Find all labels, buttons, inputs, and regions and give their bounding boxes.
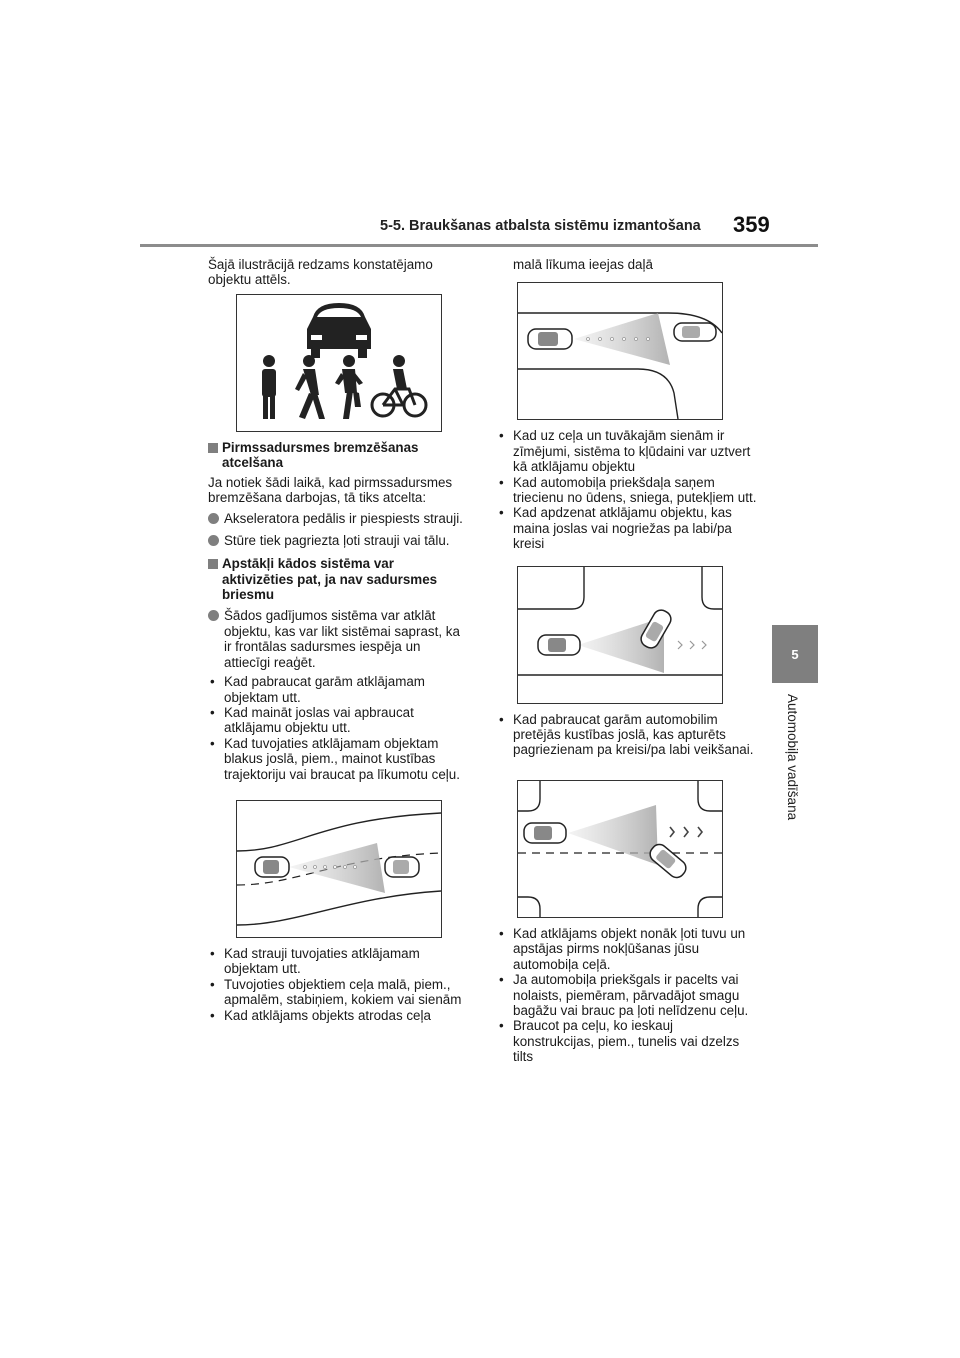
- cancel-conditions-text: Ja notiek šādi laikā, kad pirmssadursmes bremzēšana darbojas, tā tiks atcelta:: [208, 474, 453, 506]
- right-column: [497, 257, 757, 1069]
- curve-entrance-icon: [517, 282, 723, 420]
- intro-text: Šajā ilustrācijā redzams konstatējamo objektu attēls.: [208, 257, 433, 288]
- list-item: • Kad atklājams objekt nonāk ļoti tuvu un apstājas pirms nokļūšanas jūsu automobiļa ceļā.: [497, 926, 757, 972]
- list-item: • Ja automobiļa priekšgals ir pacelts vai nolaists, piemēram, pārvadājot smagu bagāžu vai brauc pa ļoti nelīdzenu ceļu.: [497, 972, 757, 1018]
- condition-steering: Stūre tiek pagriezta ļoti strauji vai tālu.: [208, 533, 468, 548]
- activation-list-a: [208, 674, 468, 782]
- intersection-turn-icon: [517, 566, 723, 704]
- list-item: • Tuvojoties objektiem ceļa malā, piem., apmalēm, stabiņiem, kokiem vai sienām: [208, 977, 468, 1008]
- list-item: • Kad uz ceļa un tuvākajām sienām ir zīmējumi, sistēma to kļūdaini var uztvert kā atklājamu objektu: [497, 428, 757, 474]
- activation-list-b: [208, 946, 468, 1023]
- chapter-title: Automobiļa vadīšana: [785, 694, 800, 821]
- list-item: • Kad maināt joslas vai apbraucat atklājamu objektu utt.: [208, 705, 468, 736]
- oncoming-turn-icon: [517, 780, 723, 918]
- heading-unneeded-activation: Apstākļi kādos sistēma var aktivizēties pat, ja nav sadursmes briesmu: [208, 556, 468, 602]
- list-item: • Kad apdzenat atklājamu objektu, kas maina joslas vai nogriežas pa labi/pa kreisi: [497, 505, 757, 551]
- list-item: • Kad automobiļa priekšdaļa saņem triecienu no ūdens, sniega, putekļiem utt.: [497, 475, 757, 506]
- chapter-tab: 5: [772, 625, 818, 683]
- condition-accelerator: Akseleratora pedālis ir piespiests strauji.: [208, 511, 468, 526]
- continuation-text: malā līkuma ieejas daļā: [513, 257, 653, 272]
- left-column: [208, 257, 468, 1027]
- activation-explanation: Šādos gadījumos sistēma var atklāt objektu, kas var likt sistēmai saprast, ka ir frontālas sadursmes iespēja un attiecīgi reaģēt.: [208, 608, 468, 670]
- detectable-objects-icon: [236, 294, 442, 432]
- list-item: • Kad atklājams objekts atrodas ceļa: [208, 1008, 468, 1023]
- section-title: 5-5. Braukšanas atbalsta sistēmu izmantošana: [380, 218, 701, 234]
- list-item: • Kad tuvojaties atklājamam objektam blakus joslā, piem., mainot kustības trajektoriju vai braucat pa līkumotu ceļu.: [208, 736, 468, 782]
- right-list-a: [497, 428, 757, 551]
- winding-road-icon: [236, 800, 442, 938]
- right-list-b: [497, 712, 757, 758]
- list-item: • Braucot pa ceļu, ko ieskauj konstrukcijas, piem., tunelis vai dzelzs tilts: [497, 1018, 757, 1064]
- list-item: • Kad pabraucat garām atklājamam objektam utt.: [208, 674, 468, 705]
- header-divider: [140, 244, 818, 247]
- right-list-c: [497, 926, 757, 1065]
- list-item: • Kad pabraucat garām automobilim pretējās kustības joslā, kas apturēts pagriezienam pa kreisi/pa labi veikšanai.: [497, 712, 757, 758]
- page-number: 359: [733, 212, 770, 237]
- list-item: • Kad strauji tuvojaties atklājamam objektam utt.: [208, 946, 468, 977]
- heading-cancel-braking: Pirmssadursmes bremzēšanas atcelšana: [208, 440, 468, 471]
